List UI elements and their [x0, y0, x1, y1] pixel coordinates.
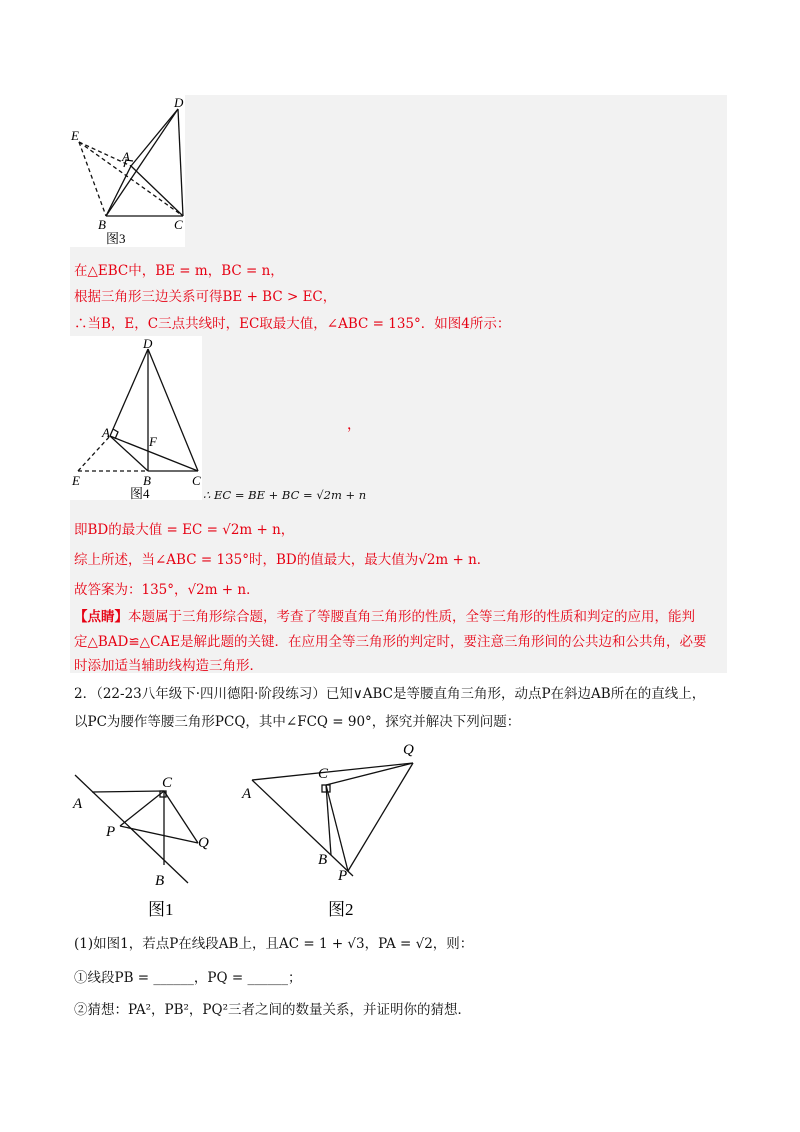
q1b-line: ②猜想：PA²，PB²，PQ²三者之间的数量关系，并证明你的猜想． [74, 1002, 471, 1018]
fig4-label-f: F [149, 434, 157, 449]
fig3-label-b: B [98, 217, 106, 232]
fig1-caption: 图1 [148, 900, 174, 919]
fig3-label-c: C [174, 217, 183, 232]
comment-line-2: 定△BAD≌△CAE是解此题的关键．在应用全等三角形的判定时，要注意三角形间的公共边和公共角，必要 [74, 634, 707, 650]
fig2-label-c: C [318, 766, 329, 782]
fig1-label-a: A [73, 796, 83, 812]
fig1-label-c: C [162, 775, 173, 791]
solution-line-6: 综上所述，当∠ABC = 135°时，BD的值最大，最大值为√2m + n． [74, 552, 491, 568]
comment-text-1: 本题属于三角形综合题，考查了等腰直角三角形的性质，全等三角形的性质和判定的应用，能判 [128, 609, 695, 625]
fig2-caption: 图2 [328, 900, 354, 919]
problem2-line-2: 以PC为腰作等腰三角形PCQ，其中∠FCQ = 90°，探究并解决下列问题： [74, 714, 521, 730]
fig4-label-d: D [143, 336, 153, 351]
solution-line-2: 根据三角形三边关系可得BE + BC > EC， [74, 289, 337, 305]
fig4-label-c: C [192, 473, 201, 488]
fig2-label-q: Q [403, 742, 414, 758]
fig4-label-e: E [72, 473, 80, 488]
problem2-line-1: 2．（22-23八年级下·四川德阳·阶段练习）已知∨ABC是等腰直角三角形，动点P在斜边AB所在的直线上， [74, 686, 706, 702]
solution-line-5: 即BD的最大值 = EC = √2m + n， [74, 522, 295, 538]
fig3-label-d: D [174, 95, 184, 110]
figure-3 [70, 95, 185, 247]
figure-1 [70, 765, 220, 920]
fig2-label-p: P [338, 868, 348, 884]
fig1-label-p: P [106, 824, 116, 840]
comment-line-3: 时添加适当辅助线构造三角形． [74, 658, 263, 674]
fig3-caption: 图3 [106, 231, 126, 246]
fig3-label-e: E [71, 128, 79, 143]
fig3-label-a: A [122, 149, 130, 164]
q1a-line: ①线段PB = ______，PQ = ______； [74, 970, 302, 986]
figure-4 [70, 336, 202, 500]
comment-tag: 【点睛】 [74, 609, 128, 625]
comment-line-1 [74, 605, 695, 625]
fig2-label-a: A [242, 786, 252, 802]
solution-line-1: 在△EBC中，BE = m，BC = n， [74, 263, 284, 279]
q1-line: (1)如图1，若点P在线段AB上，且AC = 1 + √3，PA = √2，则： [74, 936, 474, 952]
solution-line-4: ∴ EC = BE + BC = √2m + n [203, 488, 367, 502]
fig2-label-b: B [318, 852, 328, 868]
fig4-caption: 图4 [130, 486, 150, 500]
solution-line-7: 故答案为：135°，√2m + n． [74, 582, 260, 598]
fig1-label-b: B [155, 873, 165, 889]
figure-2 [238, 737, 418, 920]
fig4-label-b: B [143, 473, 151, 488]
stray-comma: ， [347, 417, 361, 433]
solution-line-3: ∴当B，E，C三点共线时，EC取最大值，∠ABC = 135°．如图4所示： [74, 316, 511, 332]
fig4-label-a: A [102, 425, 110, 440]
fig1-label-q: Q [198, 835, 209, 851]
